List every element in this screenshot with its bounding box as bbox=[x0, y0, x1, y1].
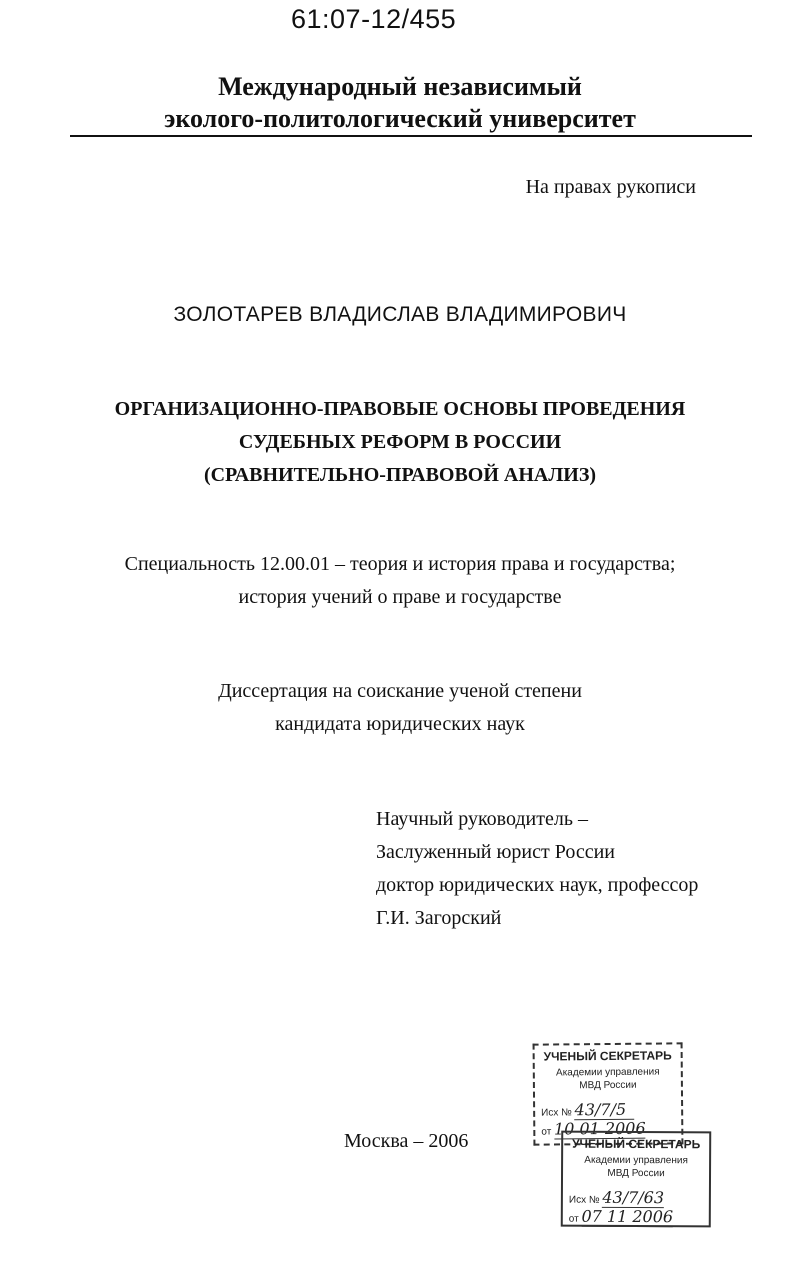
supervisor-label: Научный руководитель – bbox=[376, 808, 588, 830]
document-code: 61:07-12/455 bbox=[291, 4, 457, 34]
stamp-org: Академии управления bbox=[555, 1066, 660, 1079]
stamp-number bbox=[541, 1100, 635, 1121]
stamp-number-label: Исх № bbox=[541, 1107, 572, 1119]
city-year: Москва – 2006 bbox=[344, 1130, 469, 1152]
stamp-number-value: 43/7/5 bbox=[575, 1100, 635, 1121]
header-divider bbox=[70, 135, 752, 137]
dissertation-line2: кандидата юридических наук bbox=[275, 713, 525, 735]
secretary-stamp-2 bbox=[561, 1131, 712, 1228]
specialty-line1: Специальность 12.00.01 – теория и история права и государства; bbox=[124, 553, 676, 575]
university-name-line2: эколого-политологический университет bbox=[164, 104, 636, 133]
stamp-date-value: 07 11 2006 bbox=[581, 1206, 674, 1227]
specialty-line2: история учений о праве и государстве bbox=[238, 586, 562, 608]
supervisor-honor: Заслуженный юрист России bbox=[376, 841, 616, 863]
stamp-date-label: от bbox=[568, 1213, 579, 1225]
dissertation-line1: Диссертация на соискание ученой степени bbox=[218, 680, 582, 702]
stamp-number bbox=[569, 1188, 664, 1208]
supervisor-degree: доктор юридических наук, профессор bbox=[376, 874, 699, 896]
stamp-heading: УЧЕНЫЙ СЕКРЕТАРЬ bbox=[543, 1048, 672, 1064]
university-name-line1: Международный независимый bbox=[218, 72, 582, 101]
stamp-date bbox=[569, 1207, 673, 1228]
stamp-number-value: 43/7/63 bbox=[602, 1187, 665, 1208]
stamp-org: Академии управления bbox=[584, 1154, 688, 1167]
rights-note: На правах рукописи bbox=[525, 176, 696, 198]
supervisor-name: Г.И. Загорский bbox=[376, 907, 502, 929]
author-name: ЗОЛОТАРЕВ ВЛАДИСЛАВ ВЛАДИМИРОВИЧ bbox=[173, 303, 627, 326]
thesis-title-line1: ОРГАНИЗАЦИОННО-ПРАВОВЫЕ ОСНОВЫ ПРОВЕДЕНИЯ bbox=[114, 398, 686, 420]
stamp-org: МВД России bbox=[607, 1167, 665, 1180]
stamp-date-value: 10 01 2006 bbox=[553, 1118, 646, 1139]
stamp-org: МВД России bbox=[579, 1079, 637, 1092]
stamp-heading: УЧЕНЫЙ СЕКРЕТАРЬ bbox=[572, 1136, 701, 1152]
thesis-title-line2: СУДЕБНЫХ РЕФОРМ В РОССИИ bbox=[238, 431, 562, 453]
stamp-number-label: Исх № bbox=[568, 1194, 600, 1206]
stamp-date-label: от bbox=[541, 1126, 552, 1138]
thesis-title-line3: (СРАВНИТЕЛЬНО-ПРАВОВОЙ АНАЛИЗ) bbox=[203, 464, 597, 486]
